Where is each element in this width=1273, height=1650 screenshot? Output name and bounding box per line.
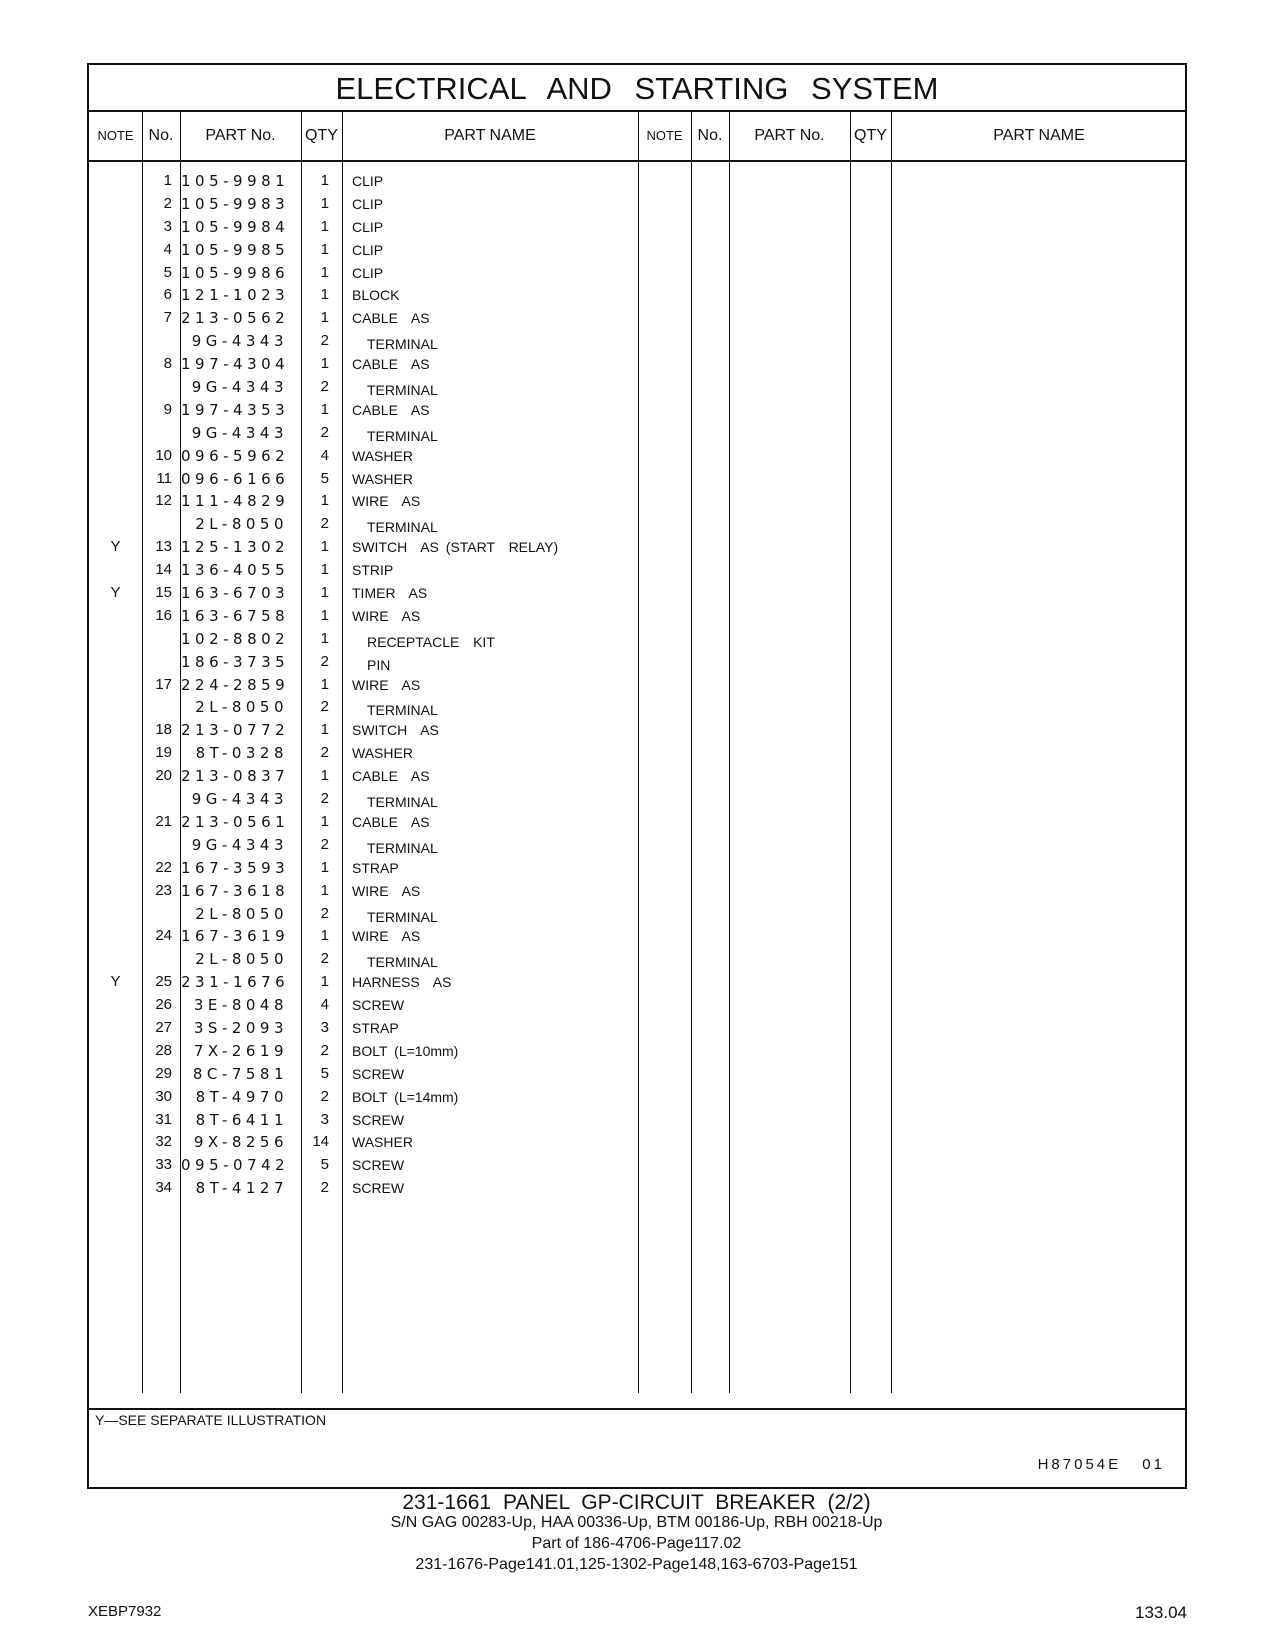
table-row bbox=[89, 353, 1189, 376]
table-row bbox=[89, 1063, 1189, 1086]
part-number-cell: 163-6703 bbox=[181, 584, 290, 603]
caption-part-of: Part of 186-4706-Page117.02 bbox=[531, 1535, 742, 1552]
part-name-cell: CLIP bbox=[352, 173, 384, 189]
part-name-cell: CABLE AS bbox=[352, 356, 430, 373]
quantity-cell: 1 bbox=[320, 584, 329, 602]
part-number-cell: 2L-8050 bbox=[195, 904, 288, 923]
part-name-cell: WASHER bbox=[352, 470, 413, 487]
item-number-cell: 31 bbox=[155, 1110, 172, 1128]
quantity-cell: 1 bbox=[320, 172, 329, 189]
item-number-cell: 15 bbox=[155, 584, 172, 602]
header-part-name-left: PART NAME bbox=[444, 127, 536, 144]
part-number-cell: 9G-4343 bbox=[191, 790, 288, 809]
page-title: ELECTRICAL AND STARTING SYSTEM bbox=[89, 65, 1185, 112]
part-name-cell: SCREW bbox=[352, 1157, 405, 1174]
header-note-left: NOTE bbox=[97, 128, 134, 143]
quantity-cell: 1 bbox=[320, 355, 329, 373]
parts-list-frame bbox=[87, 63, 1187, 1489]
table-row bbox=[89, 399, 1189, 422]
part-name-cell: TIMER AS bbox=[352, 585, 428, 602]
part-number-cell: 8T-4127 bbox=[195, 1179, 288, 1198]
quantity-cell: 2 bbox=[320, 423, 329, 441]
part-number-cell: 9G-4343 bbox=[191, 423, 288, 442]
table-row bbox=[89, 1177, 1189, 1200]
part-number-cell: 096-6166 bbox=[181, 469, 290, 488]
header-part-no-left: PART No. bbox=[205, 127, 276, 144]
quantity-cell: 5 bbox=[320, 1064, 329, 1082]
part-number-cell: 111-4829 bbox=[181, 492, 290, 511]
quantity-cell: 2 bbox=[320, 904, 329, 922]
part-name-cell: TERMINAL bbox=[367, 519, 438, 536]
part-number-cell: 096-5962 bbox=[181, 446, 290, 465]
part-name-cell: CABLE AS bbox=[352, 813, 430, 830]
item-number-cell: 28 bbox=[155, 1041, 172, 1059]
table-row bbox=[89, 834, 1189, 857]
quantity-cell: 3 bbox=[320, 1110, 329, 1128]
part-number-cell: 136-4055 bbox=[181, 561, 290, 580]
quantity-cell: 1 bbox=[320, 721, 329, 739]
part-number-cell: 3S-2093 bbox=[193, 1018, 288, 1037]
item-number-cell: 32 bbox=[155, 1133, 172, 1151]
part-number-cell: 163-6758 bbox=[181, 606, 290, 625]
table-row bbox=[89, 490, 1189, 513]
part-name-cell: CLIP bbox=[352, 241, 384, 258]
part-name-cell: WASHER bbox=[352, 745, 413, 762]
table-row bbox=[89, 788, 1189, 811]
part-name-cell: TERMINAL bbox=[367, 382, 438, 399]
part-name-cell: TERMINAL bbox=[367, 427, 438, 444]
part-name-cell: SCREW bbox=[352, 997, 405, 1014]
item-number-cell: 4 bbox=[163, 240, 172, 258]
table-row bbox=[89, 925, 1189, 948]
item-number-cell: 27 bbox=[155, 1018, 172, 1036]
quantity-cell: 1 bbox=[320, 400, 329, 418]
part-number-cell: 2L-8050 bbox=[195, 698, 288, 717]
table-row bbox=[89, 193, 1189, 216]
item-number-cell: 21 bbox=[155, 812, 172, 830]
item-number-cell: 24 bbox=[155, 927, 172, 945]
part-name-cell: SCREW bbox=[352, 1180, 405, 1197]
quantity-cell: 1 bbox=[320, 767, 329, 785]
part-name-cell: PIN bbox=[367, 656, 391, 673]
table-row bbox=[89, 170, 1189, 193]
table-row bbox=[89, 445, 1189, 468]
part-number-cell: 2L-8050 bbox=[195, 950, 288, 969]
item-number-cell: 6 bbox=[163, 286, 172, 304]
part-number-cell: 121-1023 bbox=[181, 286, 290, 305]
table-row bbox=[89, 582, 1189, 605]
header-note-right: NOTE bbox=[646, 128, 683, 143]
item-number-cell: 19 bbox=[155, 744, 172, 762]
footnote: Y—SEE SEPARATE ILLUSTRATION bbox=[95, 1412, 327, 1428]
part-number-cell: 8T-4970 bbox=[195, 1087, 288, 1106]
table-row bbox=[89, 1109, 1189, 1132]
table-row bbox=[89, 376, 1189, 399]
note-cell: Y bbox=[110, 973, 121, 991]
part-name-cell: BOLT (L=14mm) bbox=[352, 1088, 459, 1105]
part-name-cell: HARNESS AS bbox=[352, 974, 452, 991]
quantity-cell: 1 bbox=[320, 812, 329, 830]
part-number-cell: 197-4304 bbox=[181, 355, 290, 374]
table-row bbox=[89, 468, 1189, 491]
item-number-cell: 7 bbox=[163, 309, 172, 327]
part-number-cell: 167-3619 bbox=[181, 927, 290, 946]
part-name-cell: CABLE AS bbox=[352, 401, 430, 418]
table-row bbox=[89, 284, 1189, 307]
quantity-cell: 1 bbox=[320, 194, 329, 212]
item-number-cell: 8 bbox=[163, 355, 172, 373]
part-name-cell: BLOCK bbox=[352, 287, 400, 304]
part-number-cell: 7X-2619 bbox=[193, 1041, 288, 1060]
table-row bbox=[89, 994, 1189, 1017]
item-number-cell: 5 bbox=[163, 263, 172, 281]
part-number-cell: 167-3618 bbox=[181, 881, 290, 900]
part-number-cell: 213-0561 bbox=[181, 812, 290, 831]
quantity-cell: 3 bbox=[320, 1018, 329, 1036]
part-number-cell: 2L-8050 bbox=[195, 515, 288, 534]
caption-title: 231-1661 PANEL GP-CIRCUIT BREAKER (2/2) bbox=[402, 1491, 871, 1514]
table-row bbox=[89, 971, 1189, 994]
table-row bbox=[89, 719, 1189, 742]
item-number-cell: 12 bbox=[155, 492, 172, 510]
part-name-cell: CLIP bbox=[352, 218, 384, 235]
table-row bbox=[89, 948, 1189, 971]
quantity-cell: 1 bbox=[320, 973, 329, 991]
quantity-cell: 2 bbox=[320, 1041, 329, 1059]
part-name-cell: TERMINAL bbox=[367, 794, 438, 811]
item-number-cell: 20 bbox=[155, 767, 172, 785]
item-number-cell: 9 bbox=[163, 400, 172, 418]
table-row bbox=[89, 696, 1189, 719]
quantity-cell: 5 bbox=[320, 469, 329, 487]
table-row bbox=[89, 559, 1189, 582]
table-row bbox=[89, 1017, 1189, 1040]
footer-divider bbox=[89, 1408, 1185, 1410]
note-cell: Y bbox=[110, 538, 121, 556]
quantity-cell: 1 bbox=[320, 492, 329, 510]
table-row bbox=[89, 1131, 1189, 1154]
header-divider bbox=[89, 160, 1185, 162]
item-number-cell: 13 bbox=[155, 538, 172, 556]
part-number-cell: 197-4353 bbox=[181, 400, 290, 419]
part-number-cell: 9G-4343 bbox=[191, 378, 288, 397]
quantity-cell: 1 bbox=[320, 675, 329, 693]
part-name-cell: WASHER bbox=[352, 447, 413, 464]
table-row bbox=[89, 742, 1189, 765]
item-number-cell: 11 bbox=[156, 469, 172, 487]
part-name-cell: SCREW bbox=[352, 1065, 405, 1082]
part-name-cell: STRIP bbox=[352, 562, 394, 579]
quantity-cell: 2 bbox=[320, 378, 329, 396]
part-name-cell: WIRE AS bbox=[352, 493, 421, 510]
quantity-cell: 1 bbox=[320, 538, 329, 556]
part-name-cell: CLIP bbox=[352, 195, 384, 212]
item-number-cell: 34 bbox=[155, 1179, 172, 1197]
table-row bbox=[89, 651, 1189, 674]
quantity-cell: 2 bbox=[320, 790, 329, 808]
note-cell: Y bbox=[110, 584, 121, 602]
part-name-cell: SWITCH AS (START RELAY) bbox=[352, 539, 559, 556]
quantity-cell: 14 bbox=[312, 1133, 329, 1151]
table-row bbox=[89, 811, 1189, 834]
part-name-cell: TERMINAL bbox=[367, 336, 438, 353]
quantity-cell: 4 bbox=[320, 446, 329, 464]
item-number-cell: 26 bbox=[155, 996, 172, 1014]
caption-references: 231-1676-Page141.01,125-1302-Page148,163-6703-Page151 bbox=[415, 1556, 858, 1573]
item-number-cell: 30 bbox=[155, 1087, 172, 1105]
part-number-cell: 213-0837 bbox=[181, 767, 290, 786]
header-no-left: No. bbox=[148, 127, 174, 144]
part-number-cell: 105-9983 bbox=[181, 194, 290, 213]
item-number-cell: 29 bbox=[155, 1064, 172, 1082]
caption-serial-numbers: S/N GAG 00283-Up, HAA 00336-Up, BTM 00186-Up, RBH 00218-Up bbox=[390, 1514, 883, 1531]
item-number-cell: 10 bbox=[155, 446, 172, 464]
table-row bbox=[89, 536, 1189, 559]
part-number-cell: 9G-4343 bbox=[191, 332, 288, 351]
part-name-cell: CLIP bbox=[352, 264, 384, 281]
part-number-cell: 105-9985 bbox=[181, 240, 290, 259]
parts-table-body bbox=[89, 170, 1189, 1200]
part-number-cell: 8T-6411 bbox=[195, 1110, 288, 1129]
quantity-cell: 2 bbox=[320, 950, 329, 968]
quantity-cell: 2 bbox=[320, 1179, 329, 1197]
quantity-cell: 1 bbox=[320, 217, 329, 235]
quantity-cell: 1 bbox=[320, 606, 329, 624]
quantity-cell: 5 bbox=[320, 1156, 329, 1174]
part-name-cell: WIRE AS bbox=[352, 676, 421, 693]
table-row bbox=[89, 628, 1189, 651]
quantity-cell: 2 bbox=[320, 835, 329, 853]
quantity-cell: 1 bbox=[320, 858, 329, 876]
item-number-cell: 14 bbox=[155, 561, 172, 579]
part-name-cell: TERMINAL bbox=[367, 908, 438, 925]
part-name-cell: TERMINAL bbox=[367, 702, 438, 719]
table-row bbox=[89, 330, 1189, 353]
quantity-cell: 2 bbox=[320, 332, 329, 350]
table-row bbox=[89, 307, 1189, 330]
part-number-cell: 8T-0328 bbox=[195, 744, 288, 763]
quantity-cell: 4 bbox=[320, 996, 329, 1014]
part-name-cell: CABLE AS bbox=[352, 768, 430, 785]
part-name-cell: RECEPTACLE KIT bbox=[367, 633, 495, 650]
part-name-cell: SCREW bbox=[352, 1111, 405, 1128]
part-name-cell: TERMINAL bbox=[367, 954, 438, 971]
part-number-cell: 186-3735 bbox=[181, 652, 290, 671]
table-row bbox=[89, 1040, 1189, 1063]
item-number-cell: 2 bbox=[163, 194, 172, 212]
item-number-cell: 1 bbox=[163, 172, 172, 189]
item-number-cell: 17 bbox=[155, 675, 172, 693]
part-number-cell: 224-2859 bbox=[181, 675, 290, 694]
part-number-cell: 105-9984 bbox=[181, 217, 290, 236]
table-row bbox=[89, 605, 1189, 628]
part-name-cell: CABLE AS bbox=[352, 310, 430, 327]
table-row bbox=[89, 903, 1189, 926]
quantity-cell: 1 bbox=[320, 881, 329, 899]
illustration-code: H87054E 01 bbox=[1037, 1456, 1165, 1473]
table-row bbox=[89, 216, 1189, 239]
part-number-cell: 095-0742 bbox=[181, 1156, 290, 1175]
part-number-cell: 9G-4343 bbox=[191, 835, 288, 854]
item-number-cell: 25 bbox=[155, 973, 172, 991]
table-row bbox=[89, 1086, 1189, 1109]
table-row bbox=[89, 765, 1189, 788]
page-number: 133.04 bbox=[1135, 1603, 1187, 1622]
table-row bbox=[89, 857, 1189, 880]
quantity-cell: 1 bbox=[320, 561, 329, 579]
item-number-cell: 3 bbox=[163, 217, 172, 235]
part-name-cell: WASHER bbox=[352, 1134, 413, 1151]
item-number-cell: 18 bbox=[155, 721, 172, 739]
quantity-cell: 1 bbox=[320, 240, 329, 258]
part-number-cell: 125-1302 bbox=[181, 538, 290, 557]
part-number-cell: 167-3593 bbox=[181, 858, 290, 877]
part-name-cell: STRAP bbox=[352, 1019, 399, 1036]
quantity-cell: 2 bbox=[320, 1087, 329, 1105]
part-name-cell: WIRE AS bbox=[352, 607, 421, 624]
quantity-cell: 2 bbox=[320, 515, 329, 533]
item-number-cell: 33 bbox=[155, 1156, 172, 1174]
item-number-cell: 16 bbox=[155, 606, 172, 624]
header-part-name-right: PART NAME bbox=[993, 127, 1085, 144]
quantity-cell: 2 bbox=[320, 744, 329, 762]
table-row bbox=[89, 239, 1189, 262]
part-number-cell: 3E-8048 bbox=[193, 996, 288, 1015]
part-number-cell: 105-9981 bbox=[181, 172, 290, 190]
header-qty-right: QTY bbox=[854, 127, 887, 144]
part-number-cell: 9X-8256 bbox=[193, 1133, 288, 1152]
part-number-cell: 105-9986 bbox=[181, 263, 290, 282]
quantity-cell: 1 bbox=[320, 927, 329, 945]
part-number-cell: 213-0562 bbox=[181, 309, 290, 328]
part-name-cell: TERMINAL bbox=[367, 839, 438, 856]
table-row bbox=[89, 422, 1189, 445]
quantity-cell: 1 bbox=[320, 263, 329, 281]
part-number-cell: 213-0772 bbox=[181, 721, 290, 740]
header-qty-left: QTY bbox=[305, 127, 338, 144]
item-number-cell: 22 bbox=[155, 858, 172, 876]
part-number-cell: 8C-7581 bbox=[192, 1064, 288, 1083]
quantity-cell: 2 bbox=[320, 652, 329, 670]
header-part-no-right: PART No. bbox=[754, 127, 825, 144]
table-row bbox=[89, 1154, 1189, 1177]
part-name-cell: STRAP bbox=[352, 859, 399, 876]
table-row bbox=[89, 262, 1189, 285]
header-no-right: No. bbox=[697, 127, 723, 144]
part-name-cell: WIRE AS bbox=[352, 928, 421, 945]
table-row bbox=[89, 880, 1189, 903]
part-name-cell: BOLT (L=10mm) bbox=[352, 1042, 459, 1059]
table-row bbox=[89, 674, 1189, 697]
quantity-cell: 1 bbox=[320, 309, 329, 327]
quantity-cell: 1 bbox=[320, 629, 329, 647]
document-id: XEBP7932 bbox=[88, 1603, 162, 1620]
part-name-cell: SWITCH AS bbox=[352, 722, 439, 739]
part-name-cell: WIRE AS bbox=[352, 882, 421, 899]
part-number-cell: 102-8802 bbox=[181, 629, 290, 648]
table-row bbox=[89, 513, 1189, 536]
item-number-cell: 23 bbox=[155, 881, 172, 899]
quantity-cell: 1 bbox=[320, 286, 329, 304]
quantity-cell: 2 bbox=[320, 698, 329, 716]
part-number-cell: 231-1676 bbox=[181, 973, 290, 992]
